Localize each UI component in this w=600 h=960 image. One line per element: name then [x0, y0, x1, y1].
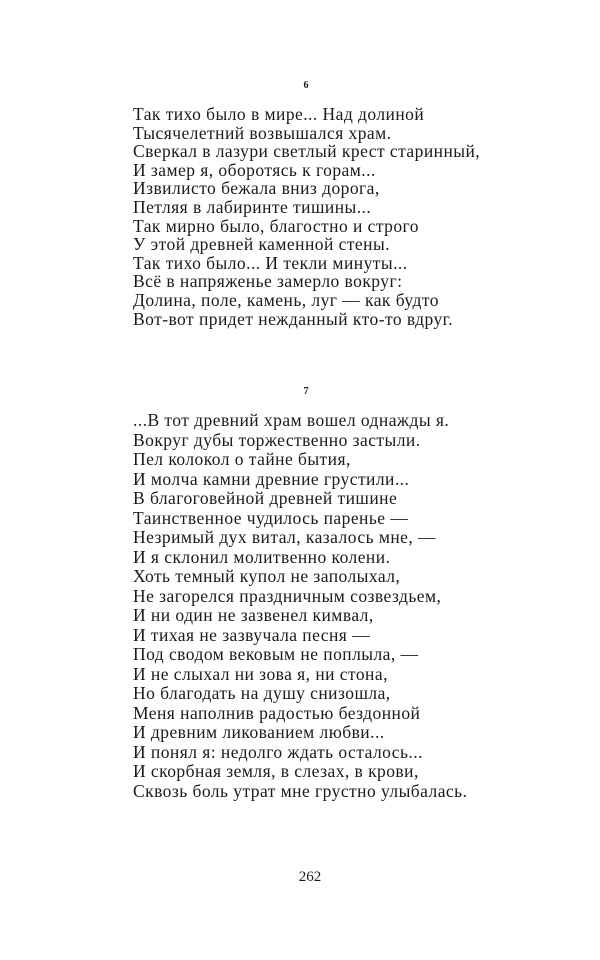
poem-line: Долина, поле, камень, луг — как будто: [133, 289, 439, 310]
poem-line: И скорбная земля, в слезах, в крови,: [133, 761, 419, 781]
poem-line: Сверкал в лазури светлый крест старинный,: [133, 141, 481, 162]
poem-line: Но благодать на душу снизошла,: [133, 683, 391, 703]
poem-line: Так мирно было, благостно и строго: [133, 215, 419, 236]
poem-line: У этой древней каменной стены.: [133, 234, 390, 255]
poem-line: В благоговейной древней тишине: [133, 488, 398, 508]
poem-7-stanza: [133, 411, 467, 801]
poem-line: Сквозь боль утрат мне грустно улыбалась.: [133, 780, 468, 801]
poem-line: Меня наполнив радостью бездонной: [133, 702, 421, 723]
poem-line: Не загорелся праздничным созвездьем,: [133, 585, 442, 606]
page-number: 262: [298, 869, 322, 885]
poem-line: ...В тот древний храм вошел однажды я.: [133, 410, 450, 430]
poem-line: Так тихо было... И текли минуты...: [133, 252, 408, 273]
poem-line: И древним ликованием любви...: [133, 722, 385, 742]
poem-line: И не слыхал ни зова я, ни стона,: [133, 663, 388, 684]
poem-line: Вокруг дубы торжественно застыли.: [133, 429, 421, 450]
poem-line: Пел колокол о тайне бытия,: [133, 449, 351, 469]
poem-line: Под сводом вековым не поплыла, —: [133, 644, 419, 664]
poem-line: И понял я: недолго ждать осталось...: [133, 741, 423, 762]
poem-line: И ни один не зазвенел кимвал,: [133, 605, 374, 625]
poem-line: Вот-вот придет нежданный кто-то вдруг.: [133, 308, 454, 329]
poem-line: Петляя в лабиринте тишины...: [133, 196, 372, 217]
poem-line: И молча камни древние грустили...: [133, 468, 410, 489]
poem-line: Извилисто бежала вниз дорога,: [133, 178, 380, 199]
poem-line: Таинственное чудилось паренье —: [133, 507, 409, 528]
poem-6-stanza: [133, 105, 480, 328]
poem-line: И замер я, оборотясь к горам...: [133, 159, 376, 180]
poem-line: Хоть темный купол не заполыхал,: [133, 566, 401, 586]
poem-line: Всё в напряженье замерло вокруг:: [133, 271, 403, 292]
poem-line: Незримый дух витал, казалось мне, —: [133, 527, 436, 547]
poem-line: И я склонил молитвенно колени.: [133, 546, 391, 567]
poem-line: И тихая не зазвучала песня —: [133, 624, 371, 645]
poem-number-6: 6: [303, 80, 309, 91]
poem-line: Так тихо было в мире... Над долиной: [133, 104, 425, 124]
poem-line: Тысячелетний возвышался храм.: [133, 122, 392, 143]
poem-number-7: 7: [303, 386, 309, 397]
